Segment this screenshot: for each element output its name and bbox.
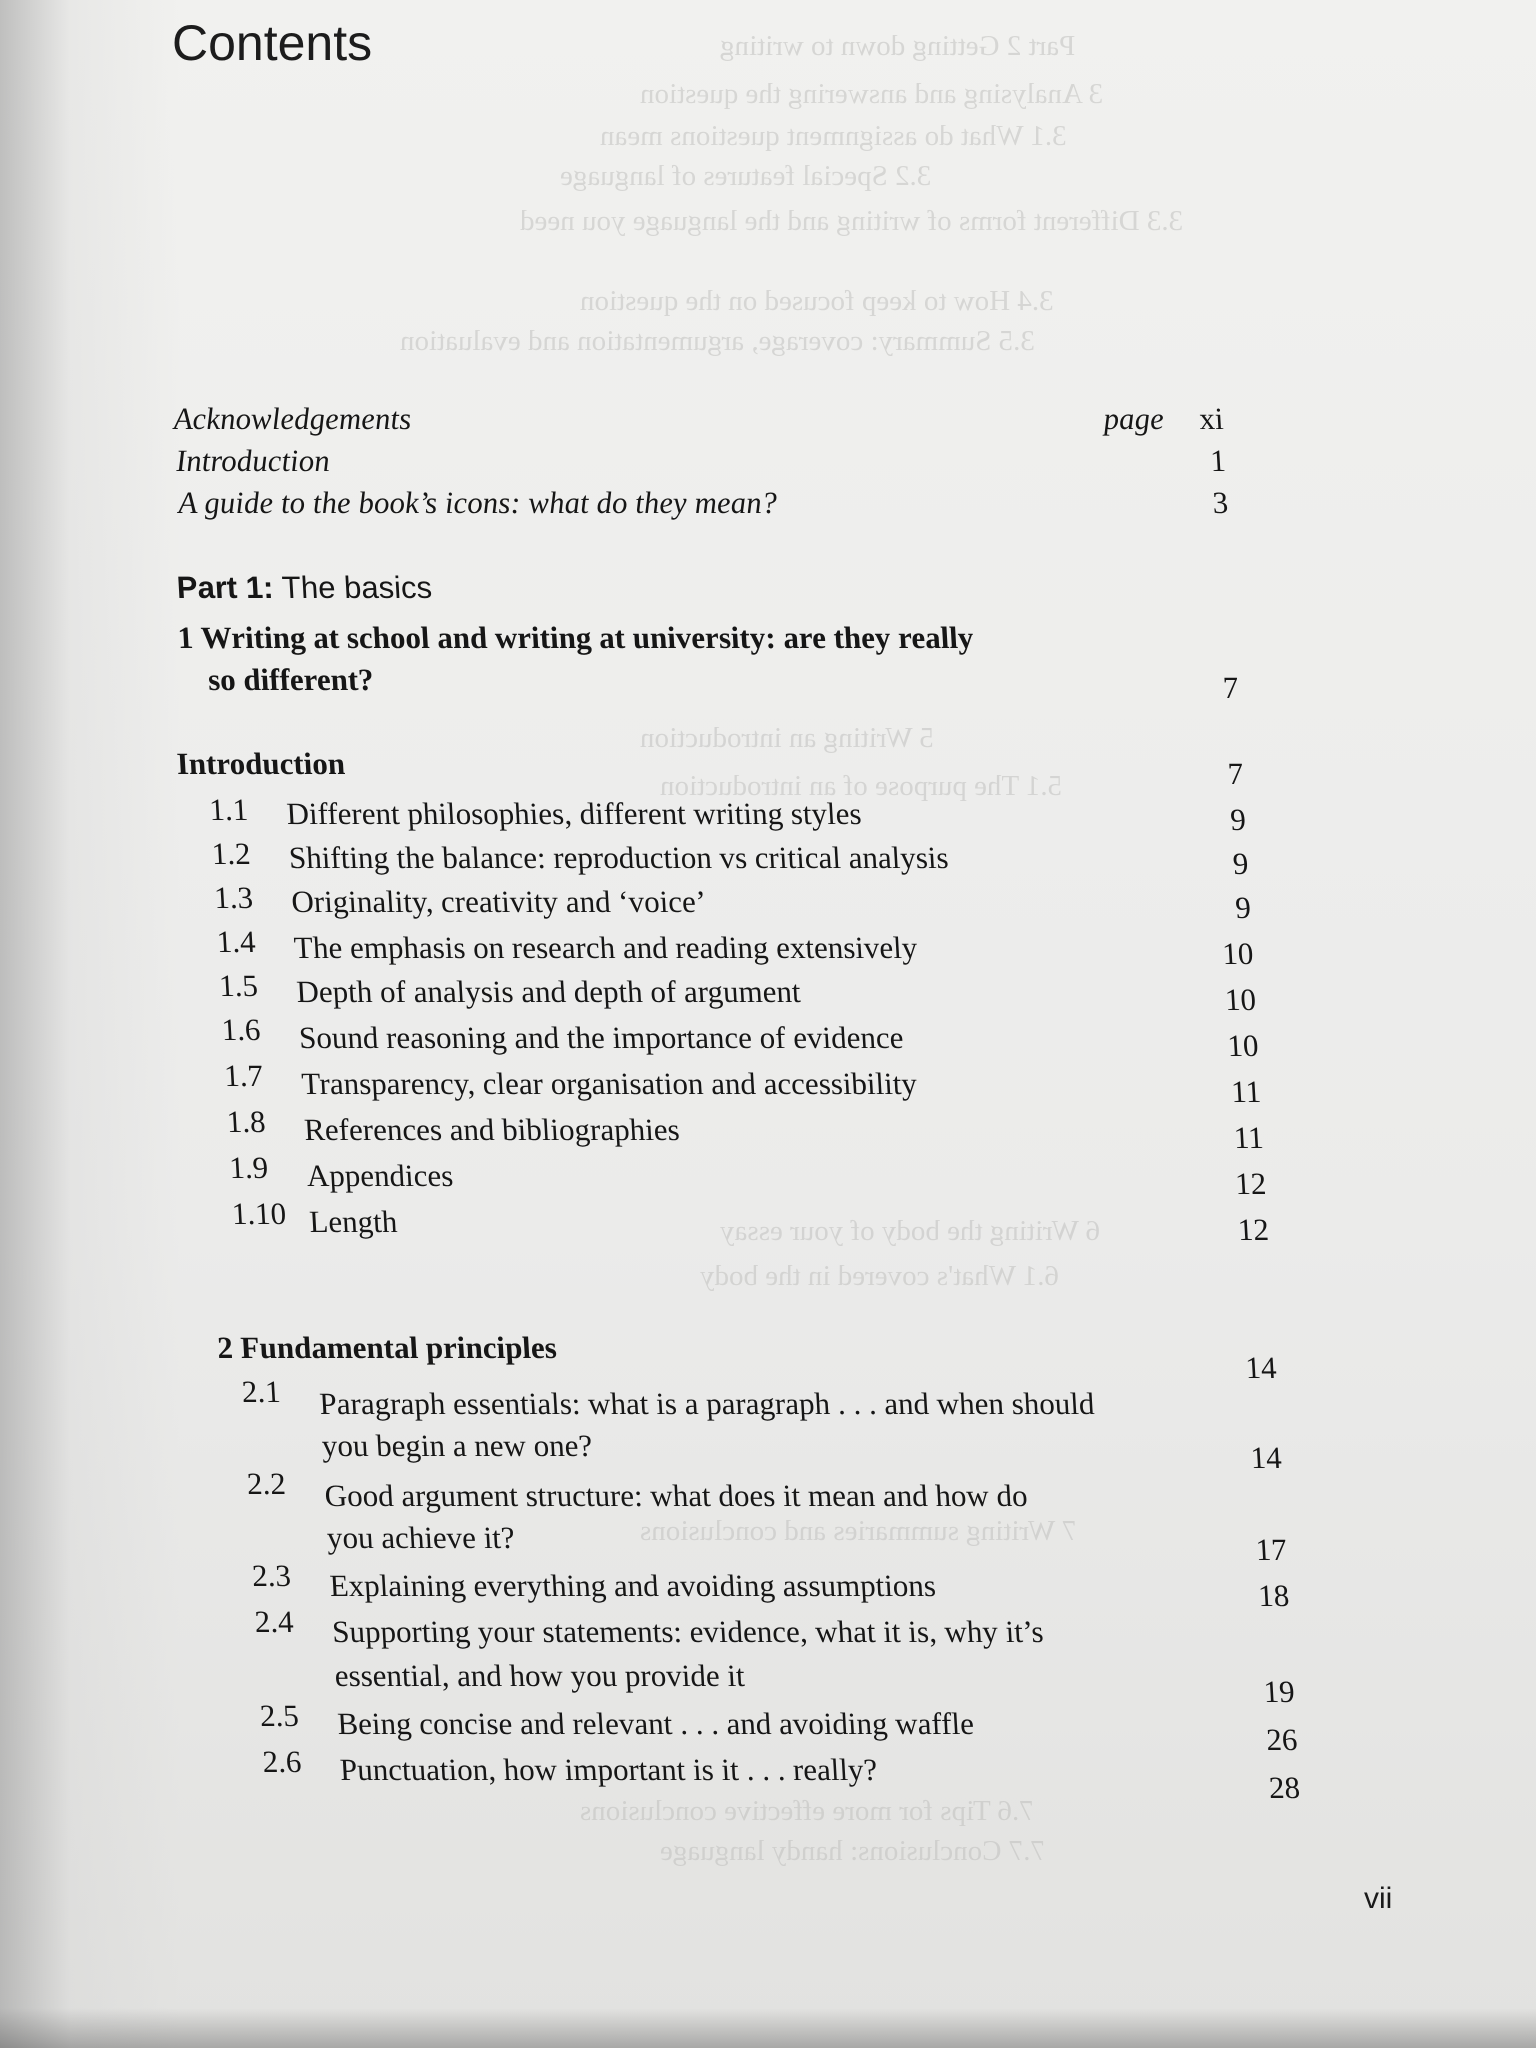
- page-number: 28: [1267, 1770, 1301, 1805]
- toc-entry-introduction: Introduction: [174, 443, 331, 478]
- toc-entry-acknowledgements: Acknowledgements: [172, 401, 412, 436]
- chapter-number: 1: [176, 620, 195, 655]
- page-number: 26: [1265, 1722, 1299, 1757]
- toc-entry-chapter-introduction: Introduction: [175, 746, 346, 781]
- section-title: Explaining everything and avoiding assumptions: [328, 1568, 937, 1603]
- page-number: 1: [1209, 443, 1227, 478]
- section-title: Being concise and relevant . . . and avoiding waffle: [336, 1706, 975, 1741]
- section-number: 1.1: [208, 792, 249, 827]
- page-number: 10: [1221, 936, 1255, 971]
- section-number: 2.6: [261, 1744, 303, 1779]
- chapter-number: 2: [216, 1330, 234, 1365]
- page-number: 7: [1226, 756, 1245, 791]
- chapter-title: Fundamental principles: [239, 1330, 558, 1365]
- show-through-text: 3.3 Different forms of writing and the language you need: [520, 205, 1184, 237]
- page-number: 14: [1249, 1440, 1283, 1475]
- page-number: 14: [1244, 1350, 1278, 1385]
- page-number: 18: [1257, 1578, 1291, 1613]
- section-number: 2.3: [251, 1558, 292, 1593]
- section-number: 1.3: [213, 880, 254, 915]
- section-title: Good argument structure: what does it mean and how do: [323, 1478, 1029, 1513]
- page-number: 11: [1230, 1074, 1263, 1109]
- section-title: References and bibliographies: [303, 1112, 681, 1147]
- section-number: 1.2: [210, 836, 252, 871]
- section-title-continued: you achieve it?: [325, 1520, 516, 1555]
- part-label: Part 1: [175, 570, 264, 605]
- show-through-text: Part 2 Getting down to writing: [720, 30, 1076, 62]
- page-folio: vii: [1364, 1882, 1393, 1915]
- section-number: 1.10: [230, 1196, 288, 1231]
- show-through-text: 7.6 Tips for more effective conclusions: [580, 1795, 1034, 1827]
- section-title-continued: you begin a new one?: [320, 1428, 594, 1463]
- page-number: 10: [1223, 982, 1257, 1017]
- page-number: 19: [1262, 1674, 1296, 1709]
- chapter-title-continued: so different?: [207, 662, 375, 697]
- page-number: 12: [1236, 1212, 1270, 1247]
- section-title: Length: [308, 1204, 399, 1239]
- section-title: The emphasis on research and reading extensively: [292, 930, 919, 965]
- part-heading: [176, 570, 433, 606]
- toc-entry-icons-guide: A guide to the book’s icons: what do they mean?: [177, 485, 779, 520]
- section-number: 1.8: [225, 1104, 267, 1139]
- page-prefix: page: [1102, 401, 1165, 436]
- chapter-heading: [216, 1330, 557, 1366]
- section-title-continued: essential, and how you provide it: [333, 1658, 746, 1693]
- section-title: Originality, creativity and ‘voice’: [290, 884, 708, 919]
- section-title: Transparency, clear organisation and accessibility: [300, 1066, 918, 1101]
- section-number: 1.7: [223, 1058, 264, 1093]
- show-through-text: 6.1 What's covered in the body: [700, 1260, 1060, 1292]
- page-number: 10: [1226, 1028, 1260, 1063]
- part-colon: :: [262, 570, 275, 605]
- page-number: 7: [1221, 670, 1240, 705]
- show-through-text: 3.4 How to keep focused on the question: [580, 285, 1054, 317]
- section-number: 1.5: [218, 968, 259, 1003]
- show-through-text: 5.1 The purpose of an introduction: [660, 770, 1063, 802]
- section-number: 2.5: [258, 1698, 300, 1733]
- section-title: Punctuation, how important is it . . . really?: [338, 1752, 879, 1787]
- show-through-text: 3.1 What do assignment questions mean: [600, 120, 1067, 152]
- part-title: The basics: [280, 570, 433, 605]
- section-number: 1.4: [215, 924, 257, 959]
- section-number: 1.9: [228, 1150, 270, 1185]
- page-number: xi: [1198, 401, 1225, 436]
- section-number: 2.4: [253, 1604, 295, 1639]
- page-number: 9: [1229, 802, 1247, 837]
- contents-heading: Contents: [172, 15, 373, 71]
- section-title: Shifting the balance: reproduction vs critical analysis: [287, 840, 950, 875]
- chapter-heading: [177, 620, 975, 656]
- page-number: 9: [1234, 890, 1252, 925]
- show-through-text: 5 Writing an introduction: [640, 722, 934, 754]
- section-number: 2.1: [240, 1374, 282, 1409]
- show-through-text: 7 Writing summaries and conclusions: [640, 1515, 1077, 1547]
- section-title: Different philosophies, different writing styles: [285, 796, 863, 831]
- page-number: 17: [1254, 1532, 1288, 1567]
- page-number: 11: [1232, 1120, 1265, 1155]
- show-through-text: 6 Writing the body of your essay: [720, 1215, 1101, 1247]
- show-through-text: 7.7 Conclusions: handy language: [660, 1835, 1046, 1867]
- page-number: 3: [1211, 485, 1230, 520]
- section-title: Paragraph essentials: what is a paragraph . . . and when should: [318, 1386, 1096, 1421]
- show-through-text: 3.2 Special features of language: [560, 160, 932, 192]
- section-number: 1.6: [220, 1012, 262, 1047]
- section-title: Appendices: [305, 1158, 455, 1193]
- section-title: Sound reasoning and the importance of evidence: [298, 1020, 905, 1055]
- show-through-text: 3.5 Summary: coverage, argumentation and evaluation: [400, 325, 1035, 357]
- show-through-text: 3 Analysing and answering the question: [640, 78, 1104, 110]
- chapter-title: Writing at school and writing at university: are they really: [199, 620, 975, 655]
- section-title: Depth of analysis and depth of argument: [295, 974, 802, 1009]
- page-number: 9: [1231, 846, 1250, 881]
- section-number: 2.2: [245, 1466, 287, 1501]
- page-number: 12: [1234, 1166, 1268, 1201]
- section-title: Supporting your statements: evidence, what it is, why it’s: [331, 1614, 1045, 1649]
